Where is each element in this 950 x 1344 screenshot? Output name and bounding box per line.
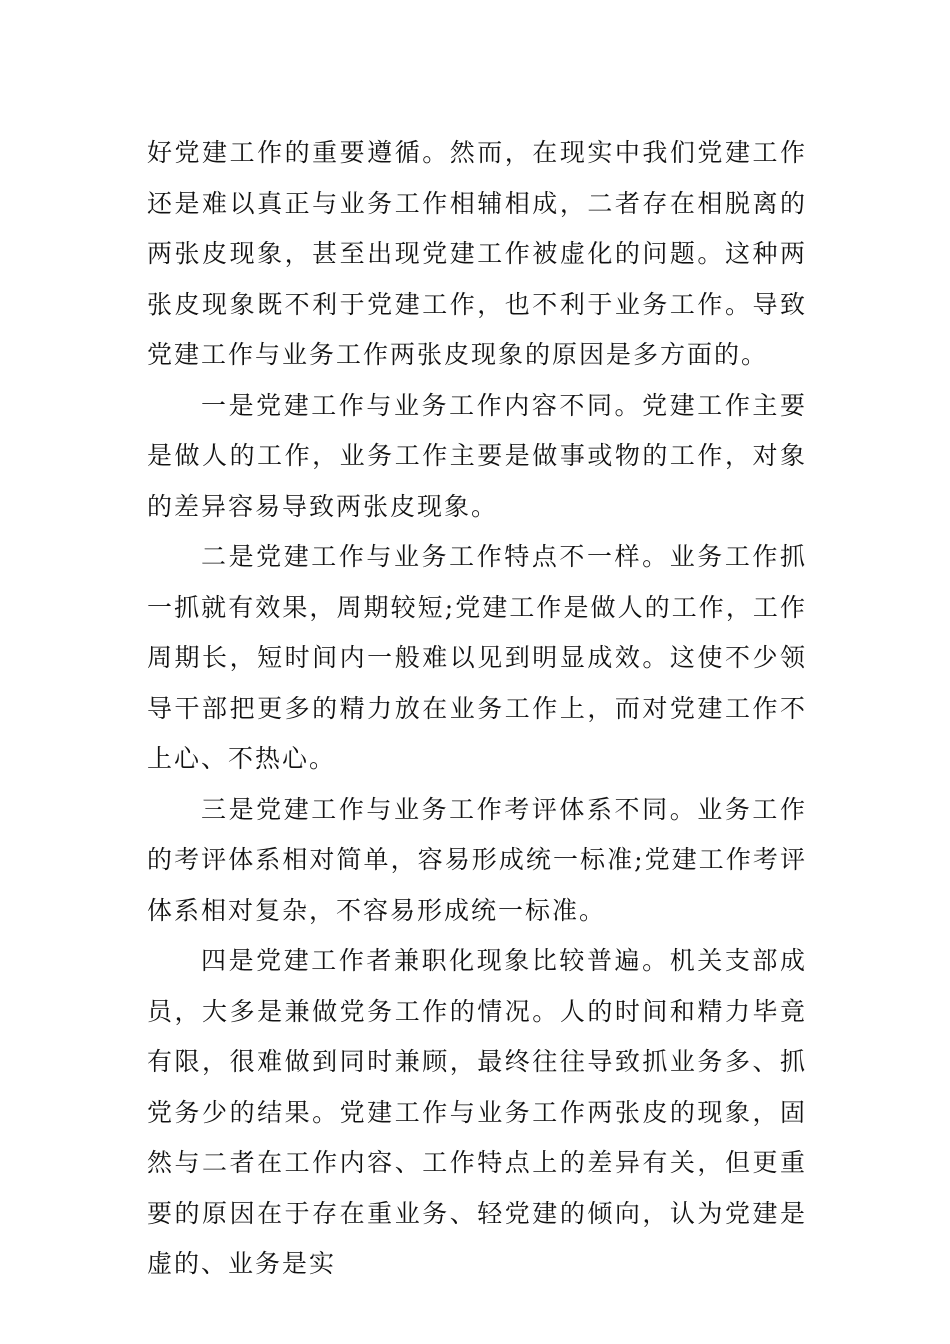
paragraph-point-three: 三是党建工作与业务工作考评体系不同。业务工作的考评体系相对简单，容易形成统一标准;党建工作考评体系相对复杂，不容易形成统一标准。 <box>147 794 807 925</box>
paragraph-point-four: 四是党建工作者兼职化现象比较普遍。机关支部成员，大多是兼做党务工作的情况。人的时间和精力毕竟有限，很难做到同时兼顾，最终往往导致抓业务多、抓党务少的结果。党建工作与业务工作两张皮的现象，固然与二者在工作内容、工作特点上的差异有关，但更重要的原因在于存在重业务、轻党建的倾向，认为党建是虚的、业务是实 <box>147 946 807 1278</box>
document-body <box>147 128 807 1290</box>
paragraph-point-two: 二是党建工作与业务工作特点不一样。业务工作抓一抓就有效果，周期较短;党建工作是做人的工作，工作周期长，短时间内一般难以见到明显成效。这使不少领导干部把更多的精力放在业务工作上，而对党建工作不上心、不热心。 <box>147 542 807 773</box>
paragraph-continuation: 好党建工作的重要遵循。然而，在现实中我们党建工作还是难以真正与业务工作相辅相成，二者存在相脱离的两张皮现象，甚至出现党建工作被虚化的问题。这种两张皮现象既不利于党建工作，也不利于业务工作。导致党建工作与业务工作两张皮现象的原因是多方面的。 <box>147 138 807 369</box>
paragraph-point-one: 一是党建工作与业务工作内容不同。党建工作主要是做人的工作，业务工作主要是做事或物的工作，对象的差异容易导致两张皮现象。 <box>147 390 807 521</box>
